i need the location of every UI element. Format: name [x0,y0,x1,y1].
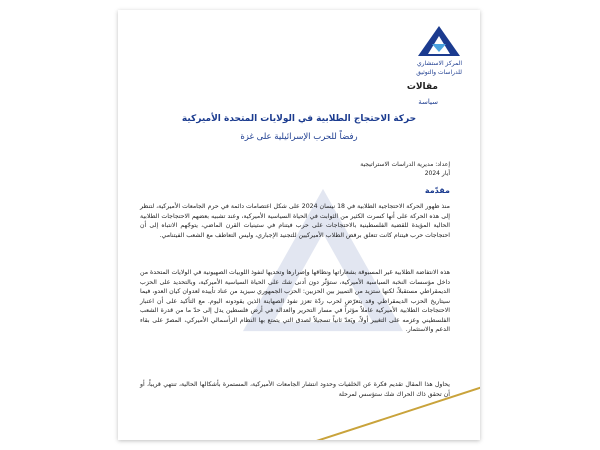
section-label: مقالات [406,82,438,92]
logo-emblem-icon [416,24,462,58]
logo-text-line2: للدراسات والتوثيق [416,69,462,76]
category-label: سياسة [418,98,438,106]
intro-heading: مقدّمة [424,186,450,195]
paragraph-1: منذ ظهور الحركة الاحتجاجية الطلابية في 18 نيسان 2024 على شكل اعتصامات دائمة في حرم الجامعات الأميركية، لتنظر إلى هذه الحركة على أنها كسرت الكثير من الثوابت في الحياة السياسية الأميركية، وعند تشبيه بعضهم الاحتجاجات الطلابية الحالية المؤيدة للقضية الفلسطينية بالاحتجاجات على حرب فيتنام في ستينيات القرن الماضي، يتوجّهم الانتباه إلى أن احتجاجات حرب فيتنام كانت تتعلق برفض الطلاب الأميركيين للتجنيد الإجباري، وليس التعاطف مع الشعب الفيتنامي. [140,203,450,239]
logo-text-line1: المركز الاستشاري [416,60,462,67]
paragraph-3: يحاول هذا المقال تقديم فكرة عن الخلفيات وحدود انتشار الجامعات الأميركية، المستمرة بأشكالها الحالية، تنتهي قريباً، أو أن تحقق ذاك الحراك شك ستؤسس لمرحلة [140,381,450,398]
organization-logo [404,24,462,76]
prepared-by: إعداد: مديرية الدراسات الاستراتيجية [360,161,450,168]
paragraph-2: هذه الانتفاضة الطلابية غير المسبوقة بشعاراتها ونطاقها وإصرارها وتحديها لنفوذ اللوبيات الصهيونية في الولايات المتحدة من داخل مؤسسات النخبة السياسية الأميركية، ستؤثّر دون أدنى شك على الحياة السياسية الأميركية، وبالتحديد على الحزب الديمقراطي مستقبلاً، لكنها ستزيد من التمييز بين الحزبين: الحزب الجمهوري سيزيد من عناد تأييده لعدوان كيان العدو، فيما سيتاريخ الحزب الديمقراطي وقد يتعرّض لحرب ردّة تعزز نفوذ الصهاينة الذين يقودونه اليوم. مع التأكيد على أن اعتبار الاحتجاجات الطلابية الأميركية عاملاً مؤثراً في مسار التحرير والعدالة في أرض فلسطين يدل إلى حدّ ما من قدرة الشعب الفلسطيني وعزمه على التغيير أولاً، ويَعدّ ثانياً تسجيلاً لصدق التي يتمتع بها النظام الرأسمالي الأميركي، المصرّ على بقاء الدعم والاستثمار. [139,269,450,333]
article-title: حركة الاحتجاج الطلابية في الولايات المتحدة الأميركية [181,114,417,124]
article-subtitle: رفضاً للحرب الإسرائيلية على غزة [240,132,358,142]
author-block [360,160,450,178]
document-page [118,10,480,440]
publication-date: أيار 2024 [424,170,450,177]
